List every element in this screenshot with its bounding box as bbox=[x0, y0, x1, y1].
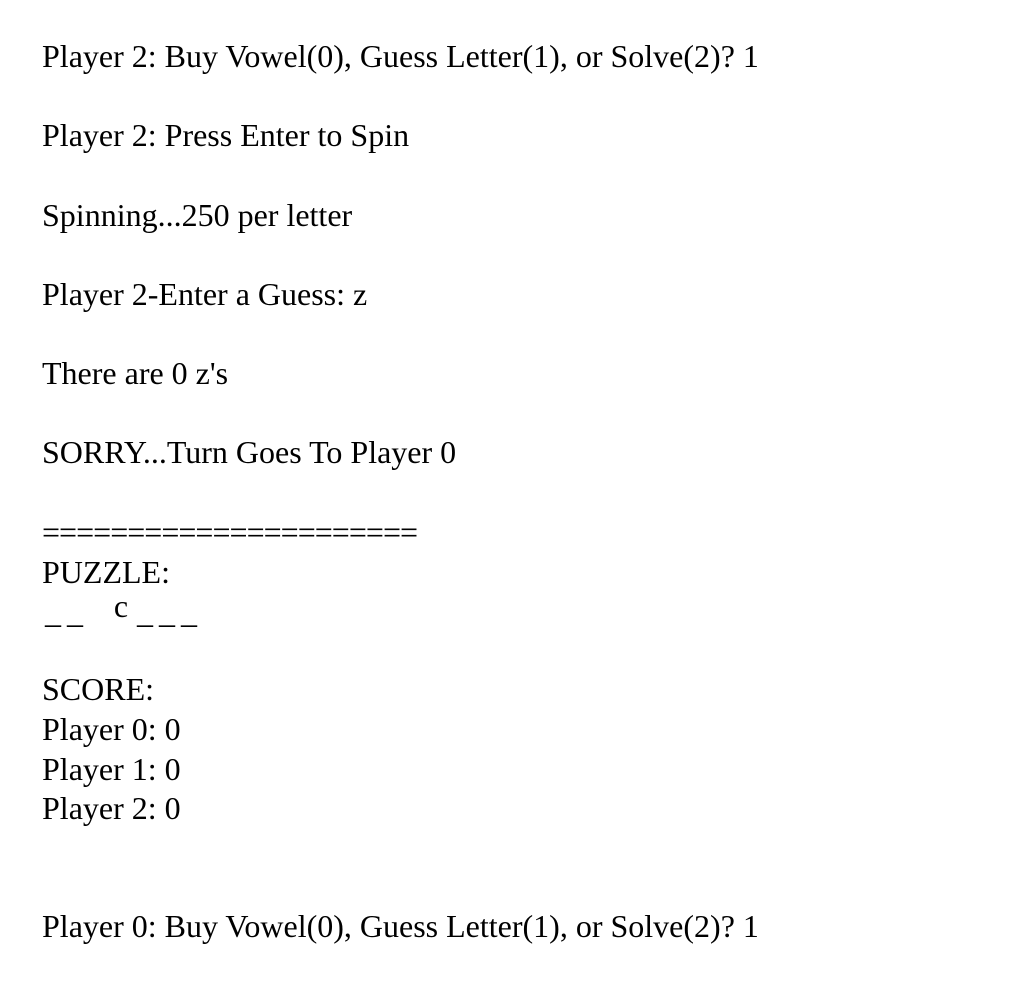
console-line: Player 2-Enter a Guess: z bbox=[42, 276, 368, 312]
puzzle-board bbox=[42, 588, 200, 632]
console-line: Spinning...250 per letter bbox=[42, 197, 353, 233]
puzzle-slot: _ bbox=[67, 594, 83, 630]
score-line: Player 1: 0 bbox=[42, 751, 181, 787]
console-line: There are 0 z's bbox=[42, 355, 229, 391]
puzzle-slot: _ bbox=[159, 594, 175, 630]
puzzle-slot: _ bbox=[137, 594, 153, 630]
puzzle-slot bbox=[86, 592, 108, 632]
puzzle-label: PUZZLE: bbox=[42, 554, 170, 590]
input-prompt: Player 0: Buy Vowel(0), Guess Letter(1), or Solve(2)? 1 bbox=[42, 908, 759, 944]
console-line: Player 2: Press Enter to Spin bbox=[42, 117, 410, 153]
turn-message: SORRY...Turn Goes To Player 0 bbox=[42, 434, 457, 470]
score-label: SCORE: bbox=[42, 671, 155, 707]
puzzle-slot: _ bbox=[181, 594, 197, 630]
puzzle-slot: _ bbox=[45, 594, 61, 630]
puzzle-slot-revealed: c bbox=[113, 588, 129, 624]
score-line: Player 2: 0 bbox=[42, 790, 181, 826]
console-line: Player 2: Buy Vowel(0), Guess Letter(1), or Solve(2)? 1 bbox=[42, 38, 759, 74]
score-line: Player 0: 0 bbox=[42, 711, 181, 747]
separator-line: ====================== bbox=[42, 514, 418, 550]
